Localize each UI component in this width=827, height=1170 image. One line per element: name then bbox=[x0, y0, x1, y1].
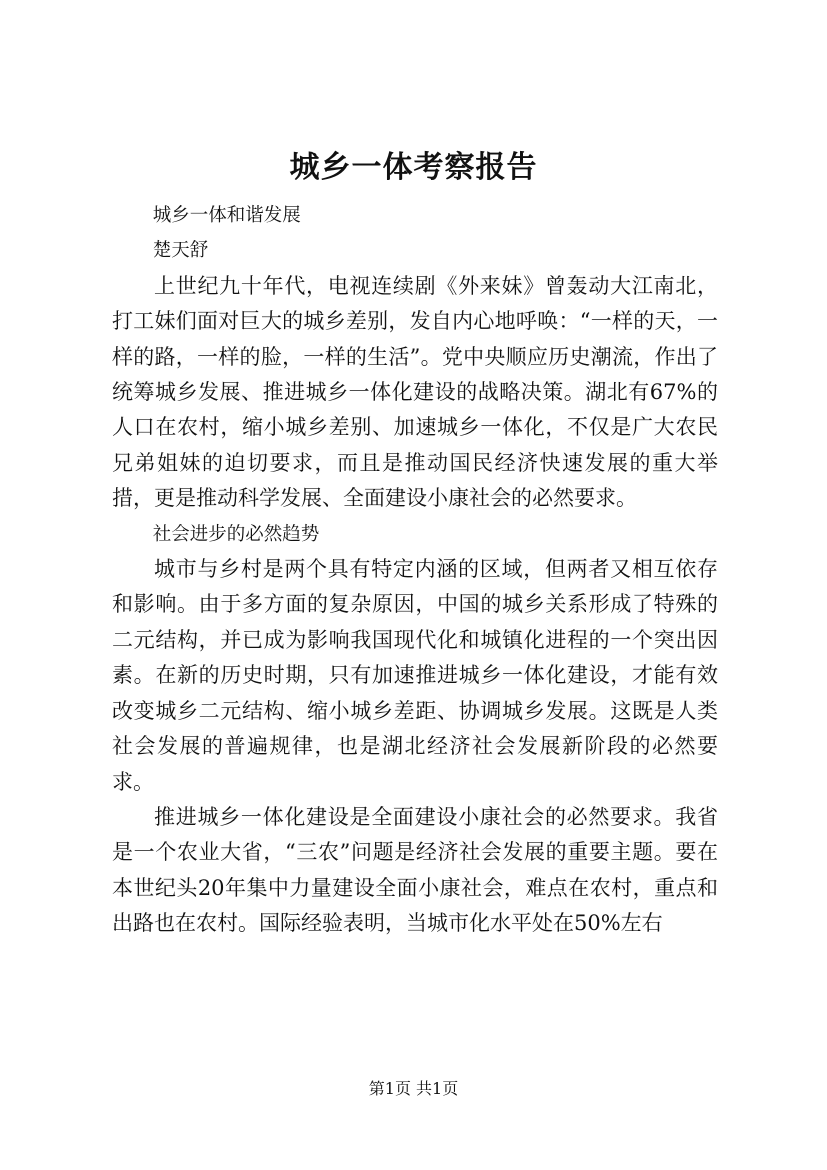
subtitle: 城乡一体和谐发展 bbox=[152, 205, 301, 226]
document-body bbox=[112, 198, 718, 942]
document-title: 城乡一体考察报告 bbox=[289, 150, 538, 185]
author: 楚天舒 bbox=[152, 240, 209, 262]
section-heading: 社会进步的必然趋势 bbox=[152, 523, 320, 545]
paragraph-intro: 上世纪九十年代，电视连续剧《外来妹》曾轰动大江南北，打工妹们面对巨大的城乡差别，发自内心地呼唤：“一样的天，一样的路，一样的脸，一样的生活”。党中央顺应历史潮流，作出了统筹城乡发展、推进城乡一体化建设的战略决策。湖北有67%的人口在农村，缩小城乡差别、加速城乡一体化，不仅是广大农民兄弟姐妹的迫切要求，而且是推动国民经济快速发展的重大举措，更是推动科学发展、全面建设小康社会的必然要求。 bbox=[112, 273, 718, 511]
paragraph-urban-rural: 城市与乡村是两个具有特定内涵的区域，但两者又相互依存和影响。由于多方面的复杂原因，中国的城乡关系形成了特殊的二元结构，并已成为影响我国现代化和城镇化进程的一个突出因素。在新的历史时期，只有加速推进城乡一体化建设，才能有效改变城乡二元结构、缩小城乡差距、协调城乡发展。这既是人类社会发展的普遍规律，也是湖北经济社会发展新阶段的必然要求。 bbox=[112, 557, 718, 794]
paragraph-xiaokang: 推进城乡一体化建设是全面建设小康社会的必然要求。我省是一个农业大省，“三农”问题是经济社会发展的重要主题。要在本世纪头20年集中力量建设全面小康社会，难点在农村，重点和出路也在农村。国际经验表明，当城市化水平处在50%左右 bbox=[112, 804, 718, 936]
page-footer: 第1页 共1页 bbox=[368, 1079, 459, 1098]
